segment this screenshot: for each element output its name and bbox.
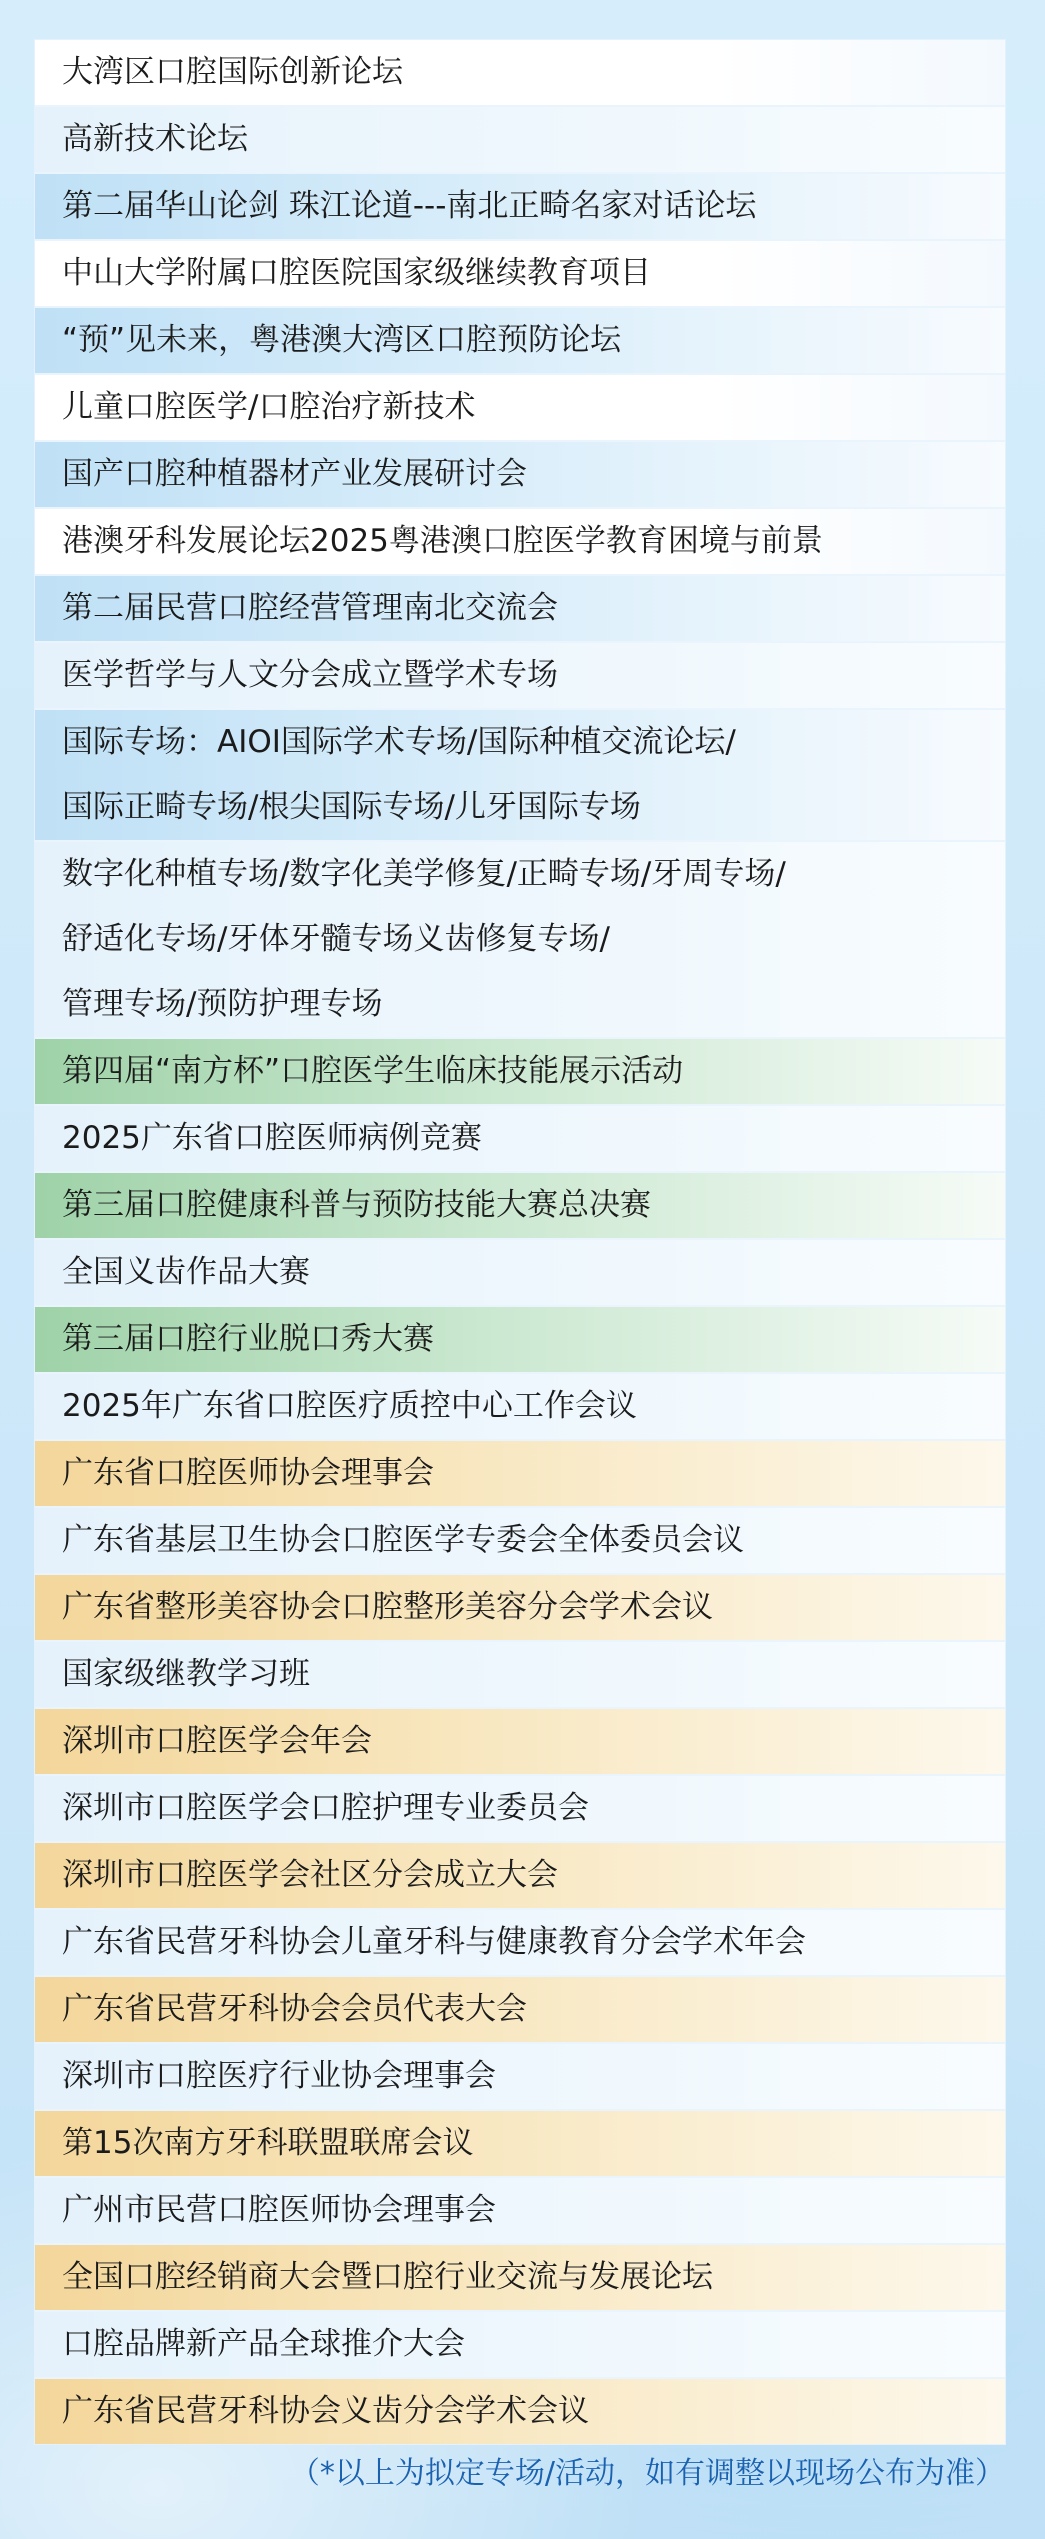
list-item <box>35 1374 1005 1441</box>
list-item-text: 深圳市口腔医学会口腔护理专业委员会 <box>62 1790 589 1826</box>
list-item <box>35 1106 1005 1173</box>
list-item-text: 深圳市口腔医学会年会 <box>62 1723 372 1759</box>
list-item <box>35 308 1005 375</box>
list-item-text: 第15次南方牙科联盟联席会议 <box>62 2125 474 2161</box>
list-item-text: 大湾区口腔国际创新论坛 <box>62 54 403 90</box>
list-item <box>35 2312 1005 2379</box>
list-item-text: 医学哲学与人文分会成立暨学术专场 <box>62 657 558 693</box>
list-item-text: 国际正畸专场/根尖国际专场/儿牙国际专场 <box>62 789 641 825</box>
list-item-text: 广东省民营牙科协会义齿分会学术会议 <box>62 2393 589 2429</box>
list-item <box>35 1843 1005 1910</box>
list-item-text: 第三届口腔行业脱口秀大赛 <box>62 1321 434 1357</box>
list-item-text: 口腔品牌新产品全球推介大会 <box>62 2326 465 2362</box>
list-item <box>35 576 1005 643</box>
list-item-text: 第二届华山论剑 珠江论道---南北正畸名家对话论坛 <box>62 188 757 224</box>
list-item-text: 广东省口腔医师协会理事会 <box>62 1455 434 1491</box>
list-item-text: 2025年广东省口腔医疗质控中心工作会议 <box>62 1388 637 1424</box>
list-item-text: 全国口腔经销商大会暨口腔行业交流与发展论坛 <box>62 2259 713 2295</box>
list-item-text: 高新技术论坛 <box>62 121 248 157</box>
list-item-text: 深圳市口腔医疗行业协会理事会 <box>62 2058 496 2094</box>
list-item-text: 深圳市口腔医学会社区分会成立大会 <box>62 1857 558 1893</box>
list-item <box>35 107 1005 174</box>
list-item-text: “预”见未来，粤港澳大湾区口腔预防论坛 <box>62 322 622 358</box>
list-item <box>35 1307 1005 1374</box>
list-item-text: 广东省民营牙科协会儿童牙科与健康教育分会学术年会 <box>62 1924 806 1960</box>
list-item-text: 广东省基层卫生协会口腔医学专委会全体委员会议 <box>62 1522 744 1558</box>
list-item-text: 2025广东省口腔医师病例竞赛 <box>62 1120 482 1156</box>
list-item <box>35 1441 1005 1508</box>
list-item <box>35 1977 1005 2044</box>
list-item <box>35 1240 1005 1307</box>
list-item <box>35 710 1005 842</box>
list-item-text: 数字化种植专场/数字化美学修复/正畸专场/牙周专场/ <box>62 856 786 892</box>
list-item-text: 第二届民营口腔经营管理南北交流会 <box>62 590 558 626</box>
list-item <box>35 2044 1005 2111</box>
list-item-text: 第三届口腔健康科普与预防技能大赛总决赛 <box>62 1187 651 1223</box>
list-item <box>35 1575 1005 1642</box>
list-item-text: 管理专场/预防护理专场 <box>62 986 383 1022</box>
session-list <box>34 39 1006 2445</box>
list-item <box>35 2178 1005 2245</box>
list-item <box>35 241 1005 308</box>
footnote: （*以上为拟定专场/活动，如有调整以现场公布为准） <box>289 2456 1005 2491</box>
list-item <box>35 842 1005 1039</box>
list-item-text: 全国义齿作品大赛 <box>62 1254 310 1290</box>
list-item <box>35 1910 1005 1977</box>
list-item-text: 舒适化专场/牙体牙髓专场义齿修复专场/ <box>62 921 610 957</box>
list-item-text: 港澳牙科发展论坛2025粤港澳口腔医学教育困境与前景 <box>62 523 823 559</box>
list-item <box>35 1709 1005 1776</box>
list-item <box>35 1508 1005 1575</box>
list-item <box>35 1776 1005 1843</box>
list-item <box>35 643 1005 710</box>
list-item-text: 广东省整形美容协会口腔整形美容分会学术会议 <box>62 1589 713 1625</box>
list-item <box>35 2379 1005 2444</box>
list-item-text: 国际专场：AIOI国际学术专场/国际种植交流论坛/ <box>62 724 736 760</box>
list-item <box>35 1173 1005 1240</box>
list-item <box>35 2111 1005 2178</box>
list-item <box>35 2245 1005 2312</box>
list-item-text: 广东省民营牙科协会会员代表大会 <box>62 1991 527 2027</box>
list-item <box>35 40 1005 107</box>
list-item-text: 儿童口腔医学/口腔治疗新技术 <box>62 389 476 425</box>
list-item <box>35 1642 1005 1709</box>
list-item <box>35 375 1005 442</box>
list-item <box>35 442 1005 509</box>
list-item-text: 第四届“南方杯”口腔医学生临床技能展示活动 <box>62 1053 684 1089</box>
list-item-text: 中山大学附属口腔医院国家级继续教育项目 <box>62 255 651 291</box>
list-item-text: 国家级继教学习班 <box>62 1656 310 1692</box>
list-item <box>35 174 1005 241</box>
list-item <box>35 1039 1005 1106</box>
list-item <box>35 509 1005 576</box>
list-item-text: 广州市民营口腔医师协会理事会 <box>62 2192 496 2228</box>
list-item-text: 国产口腔种植器材产业发展研讨会 <box>62 456 527 492</box>
